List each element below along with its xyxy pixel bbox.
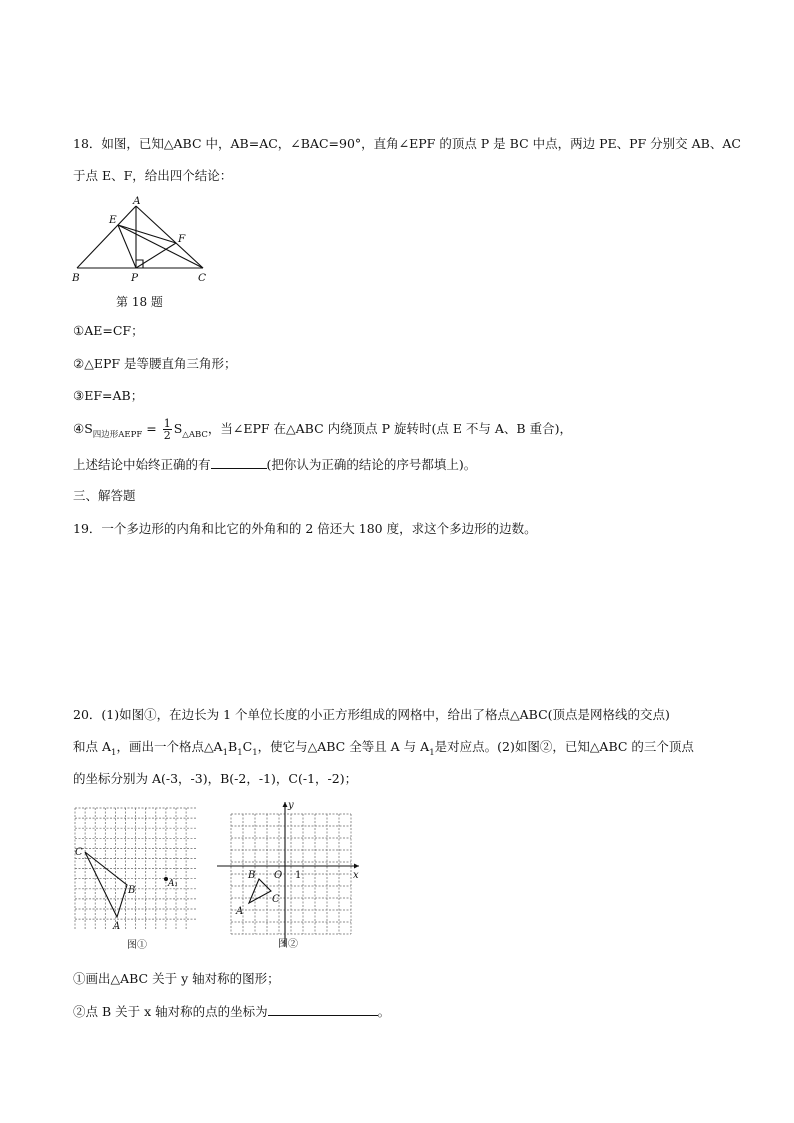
q20-l2-a: 和点 A xyxy=(73,739,112,754)
q20-l2-c: B xyxy=(228,739,238,754)
q20-sub2 xyxy=(73,1003,390,1020)
q20-l2-s2: 1 xyxy=(222,748,228,758)
fig2-label-b: B xyxy=(248,870,256,881)
q18-conclusion-4 xyxy=(73,416,572,444)
c4-prefix: ④S xyxy=(73,421,93,436)
c4-sub2: △ABC xyxy=(182,430,208,440)
triangle-abc xyxy=(249,879,271,903)
q20-sub2-prefix: ②点 B 关于 x 轴对称的点的坐标为 xyxy=(73,1004,268,1019)
q20-l2-e: ，使它与△ABC 全等且 A 与 A xyxy=(257,739,430,754)
edge-ac xyxy=(136,206,203,268)
q18-line1: 18．如图，已知△ABC 中，AB=AC，∠BAC=90°，直角∠EPF 的顶点 P 是 BC 中点，两边 PE、PF 分别交 AB、AC xyxy=(73,136,741,151)
c4-suffix: ，当∠EPF 在△ABC 内绕顶点 P 旋转时(点 E 不与 A、B 重合)， xyxy=(207,421,572,436)
c4-sub1: 四边形AEPF xyxy=(92,430,143,440)
segment-ec xyxy=(118,225,203,268)
c4-s2: S xyxy=(173,421,183,436)
fig1-label-c: C xyxy=(75,847,83,858)
q20-line2 xyxy=(73,739,694,757)
fig2-caption: 图② xyxy=(278,939,298,950)
q18-answer-suffix: (把你认为正确的结论的序号都填上)。 xyxy=(266,457,477,472)
c4-num: 1 xyxy=(163,417,171,430)
label-p: P xyxy=(131,272,139,284)
y-axis-arrow xyxy=(283,802,288,807)
q20-sub2-blank[interactable] xyxy=(268,1003,378,1016)
q20-figure-2 xyxy=(215,798,365,956)
edge-ab xyxy=(77,206,136,268)
q20-sub1: ①画出△ABC 关于 y 轴对称的图形； xyxy=(73,971,280,986)
label-f: F xyxy=(178,233,186,245)
q18-answer-blank[interactable] xyxy=(211,456,267,469)
c4-fraction xyxy=(163,418,172,441)
label-c: C xyxy=(198,272,207,284)
q20-l2-b: ，画出一个格点△A xyxy=(116,739,223,754)
q20-l2-s1: 1 xyxy=(111,748,117,758)
q18-line2: 于点 E、F，给出四个结论： xyxy=(73,168,233,183)
triangle-abc xyxy=(85,852,127,917)
q20-l2-d: C xyxy=(242,739,253,754)
q20-l2-s4: 1 xyxy=(252,748,258,758)
section-heading: 三、解答题 xyxy=(73,488,136,503)
q20-line3: 的坐标分别为 A(-3，-3)，B(-2，-1)，C(-1，-2)； xyxy=(73,771,358,786)
fig1-label-a1: A₁ xyxy=(168,879,179,889)
x-axis-arrow xyxy=(354,864,359,869)
fig2-label-x: x xyxy=(353,870,359,881)
q20-l2-s5: 1 xyxy=(429,748,435,758)
c4-den: 2 xyxy=(163,429,171,442)
fig1-label-b: B xyxy=(128,885,136,896)
segment-ef xyxy=(118,225,176,243)
q20-l2-s3: 1 xyxy=(237,748,243,758)
q18-figure xyxy=(70,194,220,284)
q20-line1: 20．(1)如图①，在边长为 1 个单位长度的小正方形组成的网格中，给出了格点△ABC(顶点是网格线的交点) xyxy=(73,707,670,722)
q18-conclusion-3: ③EF=AB； xyxy=(73,388,144,403)
fig2-label-c: C xyxy=(272,894,280,905)
q19-text: 19．一个多边形的内角和比它的外角和的 2 倍还大 180 度，求这个多边形的边数。 xyxy=(73,521,537,536)
segment-pe xyxy=(118,225,136,268)
q20-sub2-suffix: 。 xyxy=(377,1004,391,1019)
q18-conclusion-1: ①AE=CF； xyxy=(73,323,144,338)
c4-eq: = xyxy=(146,421,157,436)
q18-figure-caption: 第 18 题 xyxy=(116,295,163,309)
q20-l2-f: 是对应点。(2)如图②，已知△ABC 的三个顶点 xyxy=(434,739,694,754)
label-e: E xyxy=(109,214,117,226)
q18-answer-prefix: 上述结论中始终正确的有 xyxy=(73,457,211,472)
fig1-caption: 图① xyxy=(127,940,147,951)
label-b: B xyxy=(72,272,80,284)
fig1-label-a: A xyxy=(113,921,121,932)
fig2-label-one: 1 xyxy=(295,870,302,881)
fig2-label-o: O xyxy=(274,870,283,881)
fig2-label-a: A xyxy=(236,906,244,917)
label-a: A xyxy=(133,195,141,207)
q18-answer-line xyxy=(73,456,476,473)
q18-conclusion-2: ②△EPF 是等腰直角三角形； xyxy=(73,356,237,371)
segment-pf xyxy=(136,243,176,268)
fig2-label-y: y xyxy=(288,800,294,811)
q20-figure-1 xyxy=(70,800,205,955)
